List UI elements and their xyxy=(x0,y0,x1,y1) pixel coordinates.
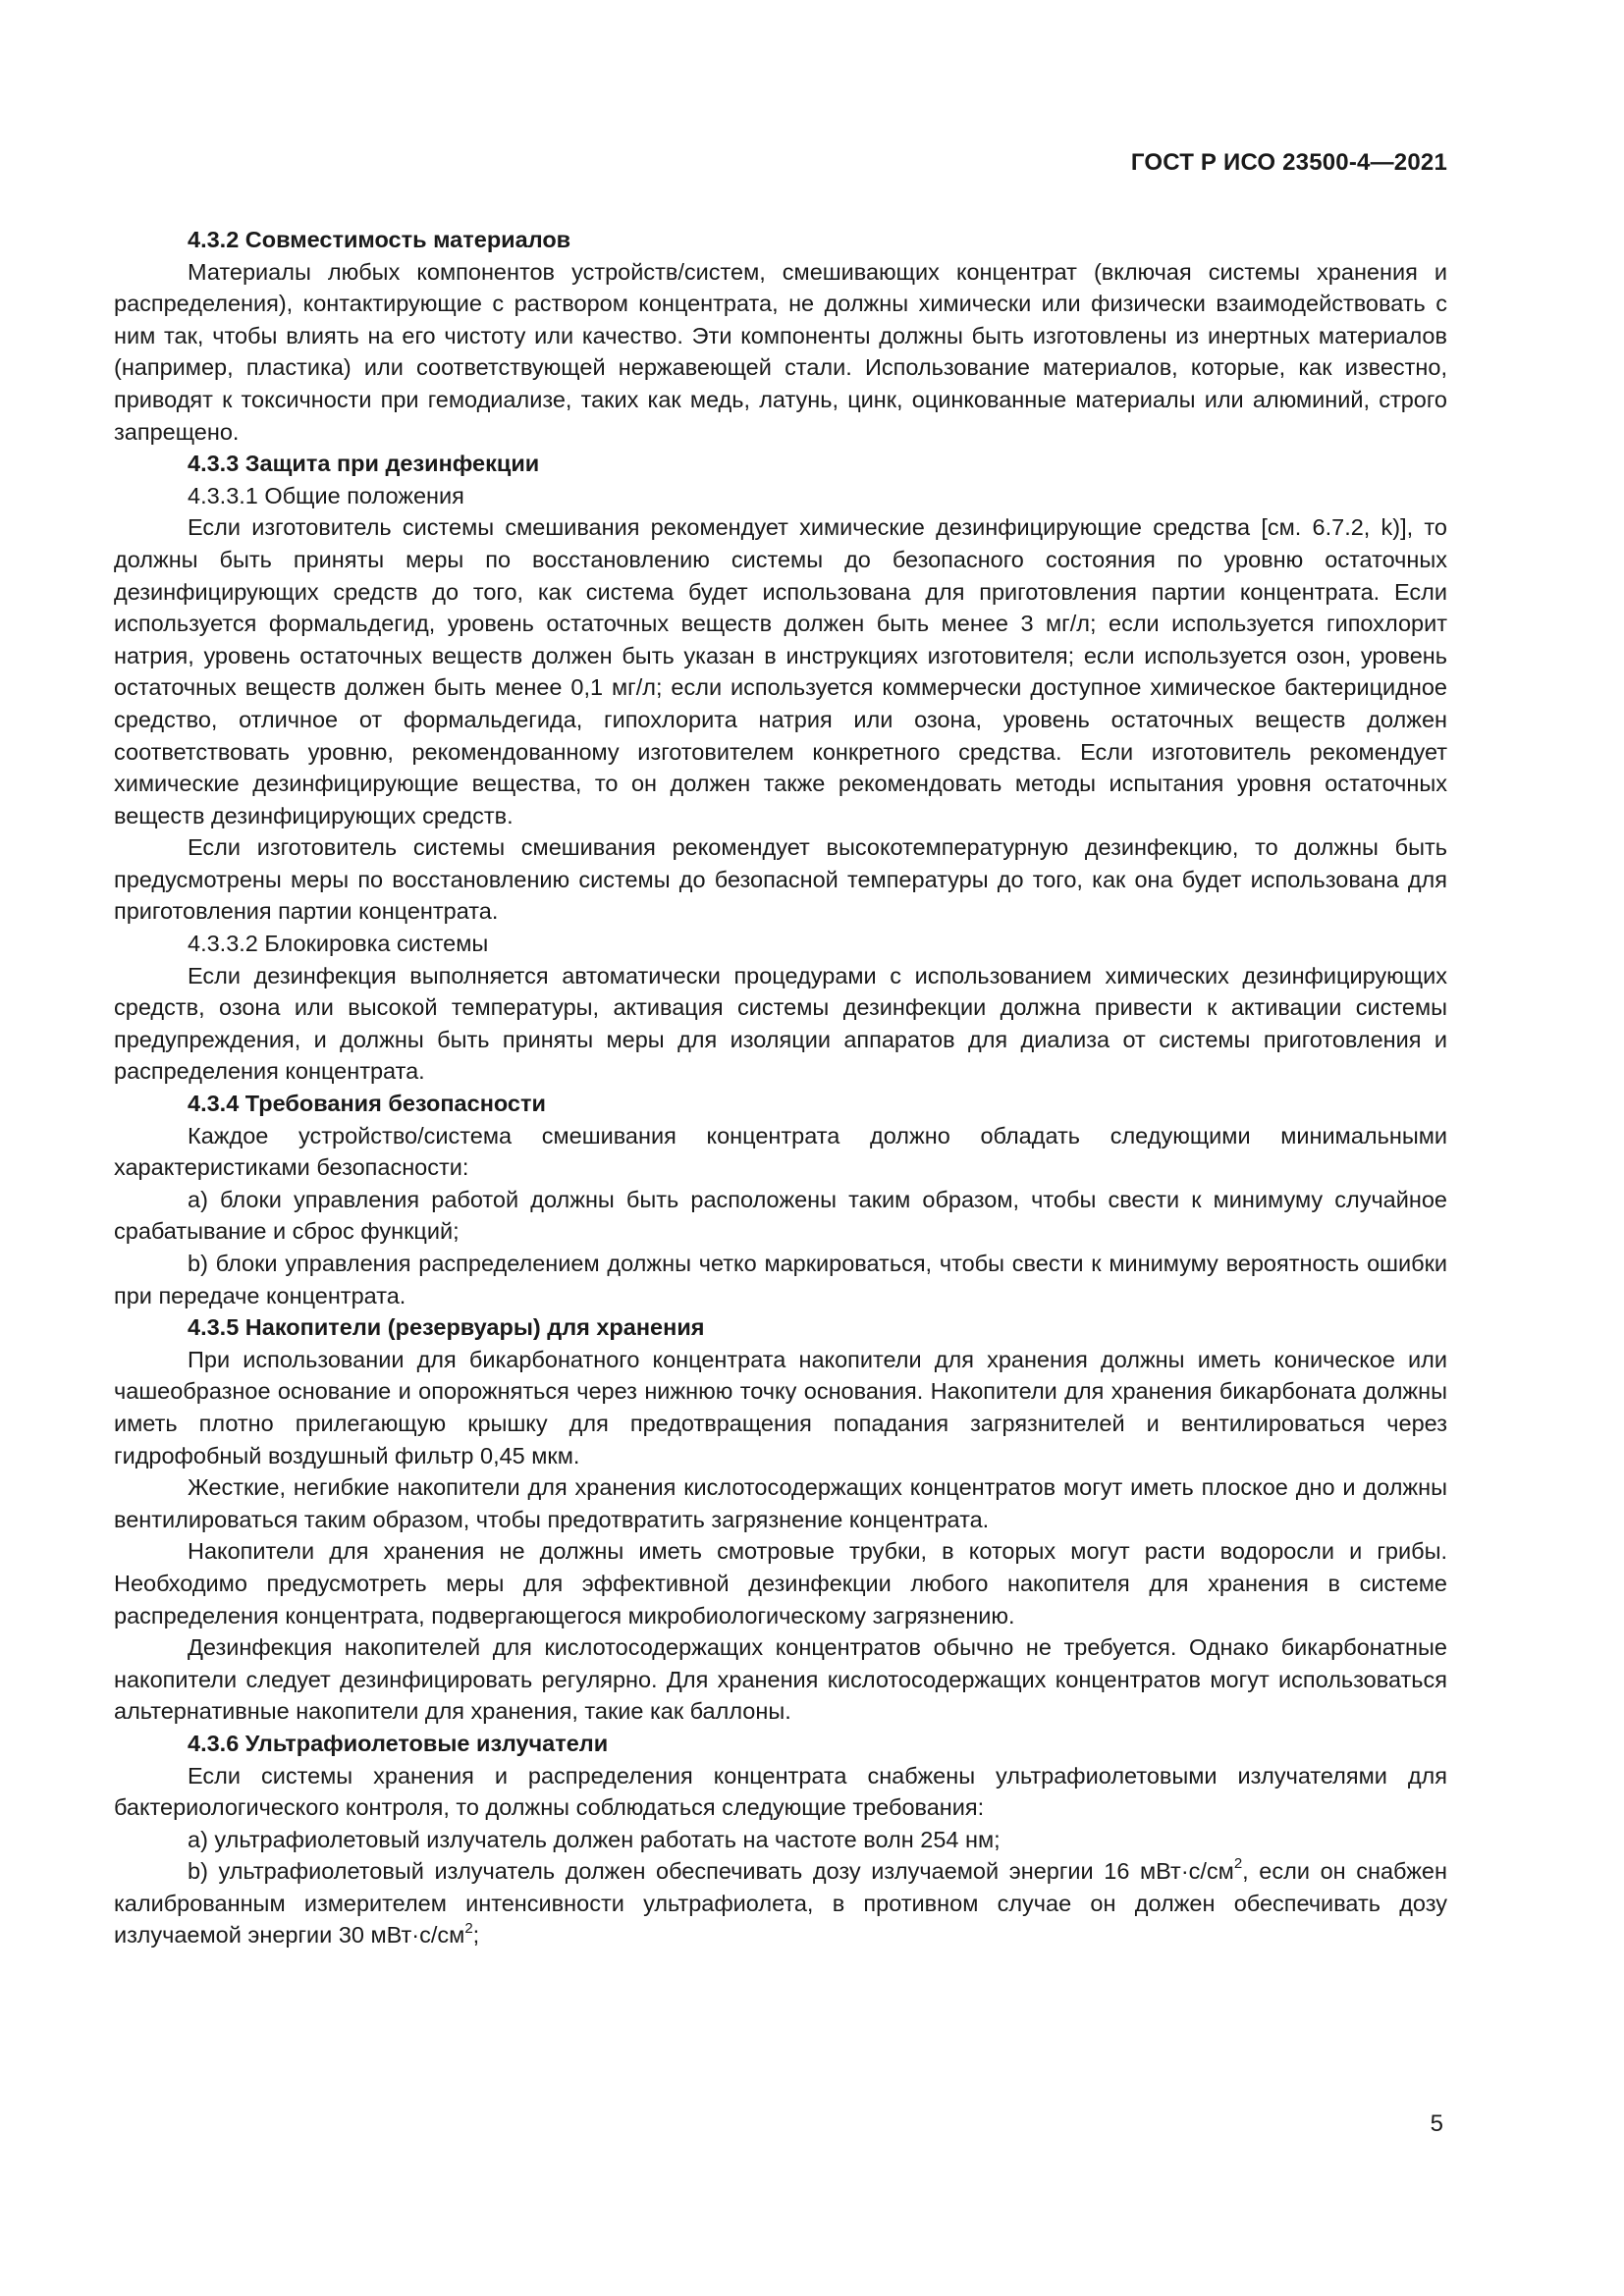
section-heading-4-3-5: 4.3.5 Накопители (резервуары) для хранения xyxy=(188,1314,705,1341)
section-heading-4-3-3: 4.3.3 Защита при дезинфекции xyxy=(188,451,540,477)
paragraph: Накопители для хранения не должны иметь смотровые трубки, в которых могут расти водоросли и грибы. Необходимо предусмотреть меры для эффективной дезинфекции любого накопителя для хранения в системе распределения концентрата, подвергающегося микробиологическому загрязнению. xyxy=(114,1538,1447,1629)
paragraph: Жесткие, негибкие накопители для хранения кислотосодержащих концентратов могут иметь плоское дно и должны вентилироваться таким образом, чтобы предотвратить загрязнение концентрата. xyxy=(114,1474,1447,1532)
paragraph: Материалы любых компонентов устройств/систем, смешивающих концентрат (включая системы хранения и распределения), контактирующие с раствором концентрата, не должны химически или физически взаимодействовать с ним так, чтобы влиять на его чистоту или качество. Эти компоненты должны быть изготовлены из инертных материалов (например, пластика) или соответствующей нержавеющей стали. Использование материалов, которые, как известно, приводят к токсичности при гемодиализе, таких как медь, латунь, цинк, оцинкованные материалы или алюминий, строго запрещено. xyxy=(114,258,1447,445)
superscript: 2 xyxy=(464,1919,473,1937)
paragraph: Если изготовитель системы смешивания рекомендует химические дезинфицирующие средства [см. 6.7.2, k)], то должны быть приняты меры по восстановлению системы до безопасного состояния по уровню остаточных дезинфицирующих средств до того, как система будет использована для приготовления партии концентрата. Если используется формальдегид, уровень остаточных веществ должен быть менее 3 мг/л; если используется гипохлорит натрия, уровень остаточных веществ должен быть указан в инструкциях изготовителя; если используется озон, уровень остаточных веществ должен быть менее 0,1 мг/л; если используется коммерчески доступное химическое бактерицидное средство, отличное от формальдегида, гипохлорита натрия или озона, уровень остаточных веществ должен соответствовать уровню, рекомендованному изготовителем конкретного средства. Если изготовитель рекомендует химические дезинфицирующие вещества, то он должен также рекомендовать методы испытания уровня остаточных веществ дезинфицирующих средств. xyxy=(114,514,1447,828)
text-run: ; xyxy=(472,1922,480,1949)
section-heading-4-3-2: 4.3.2 Совместимость материалов xyxy=(188,227,571,252)
paragraph: Если изготовитель системы смешивания рекомендует высокотемпературную дезинфекцию, то должны быть предусмотрены меры по восстановлению системы до безопасной температуры до того, как она будет использована для приготовления партии концентрата. xyxy=(114,834,1447,925)
subsection-heading-4-3-3-1: 4.3.3.1 Общие положения xyxy=(188,482,464,508)
superscript: 2 xyxy=(1233,1855,1243,1873)
paragraph: Дезинфекция накопителей для кислотосодержащих концентратов обычно не требуется. Однако бикарбонатные накопители следует дезинфицировать регулярно. Для хранения кислотосодержащих концентратов могут использоваться альтернативные накопители для хранения, такие как баллоны. xyxy=(114,1634,1447,1725)
text-run: b) ультрафиолетовый излучатель должен обеспечивать дозу излучаемой энергии 16 мВт·с/см xyxy=(188,1858,1234,1885)
list-item: a) блоки управления работой должны быть расположены таким образом, чтобы свести к минимуму случайное срабатывание и сброс функций; xyxy=(114,1186,1447,1245)
list-item-uv-dose xyxy=(114,1855,1447,1951)
list-item: a) ультрафиолетовый излучатель должен работать на частоте волн 254 нм; xyxy=(188,1826,1001,1852)
text-run: , если он снабжен калиброванным измерителем интенсивности ультрафиолета, в противном случае он должен обеспечивать дозу излучаемой энергии 30 мВт·с/см xyxy=(114,1858,1447,1949)
paragraph: Если дезинфекция выполняется автоматически процедурами с использованием химических дезинфицирующих средств, озона или высокой температуры, активация системы дезинфекции должна привести к активации системы предупреждения, и должны быть приняты меры для изоляции аппаратов для диализа от системы приготовления и распределения концентрата. xyxy=(114,962,1447,1085)
paragraph: При использовании для бикарбонатного концентрата накопители для хранения должны иметь коническое или чашеобразное основание и опорожняться через нижнюю точку основания. Накопители для хранения бикарбоната должны иметь плотно прилегающую крышку для предотвращения попадания загрязнителей и вентилироваться через гидрофобный воздушный фильтр 0,45 мкм. xyxy=(114,1346,1447,1468)
paragraph: Если системы хранения и распределения концентрата снабжены ультрафиолетовыми излучателями для бактериологического контроля, то должны соблюдаться следующие требования: xyxy=(114,1762,1447,1821)
section-heading-4-3-4: 4.3.4 Требования безопасности xyxy=(188,1091,546,1117)
section-heading-4-3-6: 4.3.6 Ультрафиолетовые излучатели xyxy=(188,1730,609,1756)
paragraph: Каждое устройство/система смешивания концентрата должно обладать следующими минимальными характеристиками безопасности: xyxy=(114,1122,1447,1181)
subsection-heading-4-3-3-2: 4.3.3.2 Блокировка системы xyxy=(188,931,489,957)
document-code: ГОСТ Р ИСО 23500-4—2021 xyxy=(1130,149,1447,176)
list-item: b) блоки управления распределением должны четко маркироваться, чтобы свести к минимуму вероятность ошибки при передаче концентрата. xyxy=(114,1251,1447,1308)
page-number: 5 xyxy=(1430,2110,1443,2137)
document-body xyxy=(114,224,1447,1951)
